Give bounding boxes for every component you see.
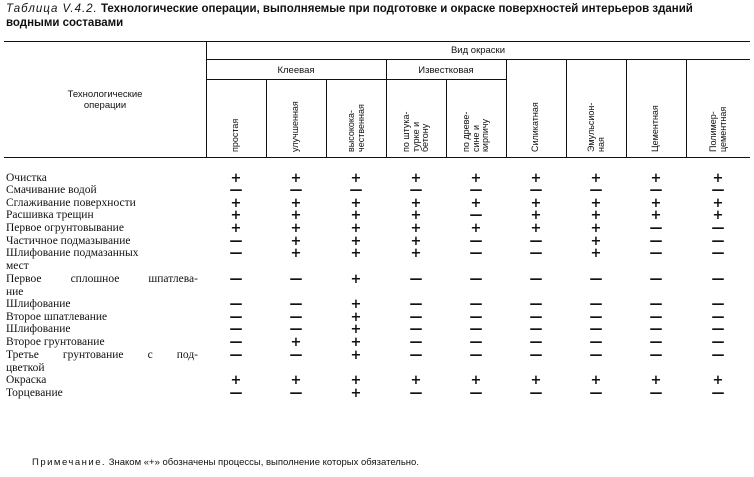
- plus-mark: +: [590, 196, 602, 211]
- plus-mark: +: [230, 171, 242, 186]
- plus-mark: +: [350, 171, 362, 186]
- row-label: Торцевание: [6, 387, 63, 399]
- dash-mark: —: [649, 386, 663, 401]
- plus-mark: +: [590, 234, 602, 249]
- paint-type-rule: [206, 59, 750, 60]
- dash-mark: —: [409, 348, 423, 363]
- plus-mark: +: [530, 171, 542, 186]
- dash-mark: —: [289, 272, 303, 287]
- plus-mark: +: [290, 373, 302, 388]
- column-header-line: по древе-: [460, 111, 471, 152]
- plus-mark: +: [290, 196, 302, 211]
- plus-mark: +: [410, 171, 422, 186]
- row-label: Первое огрунтовывание: [6, 222, 124, 234]
- dash-mark: —: [649, 310, 663, 325]
- dash-mark: —: [529, 322, 543, 337]
- dash-mark: —: [589, 322, 603, 337]
- plus-mark: +: [410, 373, 422, 388]
- plus-mark: +: [350, 348, 362, 363]
- column-header: [462, 112, 491, 152]
- dash-mark: —: [229, 335, 243, 350]
- dash-mark: —: [529, 297, 543, 312]
- header-lime: Известковая: [418, 65, 474, 76]
- dash-mark: —: [529, 246, 543, 261]
- plus-mark: +: [590, 373, 602, 388]
- dash-mark: —: [409, 322, 423, 337]
- dash-mark: —: [409, 386, 423, 401]
- dash-mark: —: [649, 335, 663, 350]
- plus-mark: +: [350, 297, 362, 312]
- plus-mark: +: [650, 208, 662, 223]
- row-label: Первое сплошное шпатлева-: [6, 273, 198, 285]
- dash-mark: —: [289, 348, 303, 363]
- dash-mark: —: [529, 348, 543, 363]
- dash-mark: —: [529, 272, 543, 287]
- plus-mark: +: [650, 171, 662, 186]
- col-divider: [326, 79, 327, 157]
- plus-mark: +: [290, 171, 302, 186]
- dash-mark: —: [711, 272, 725, 287]
- row-label: Смачивание водой: [6, 184, 97, 196]
- dash-mark: —: [469, 335, 483, 350]
- dash-mark: —: [529, 183, 543, 198]
- plus-mark: +: [410, 221, 422, 236]
- column-header-line: кирпичу: [479, 118, 490, 152]
- plus-mark: +: [350, 386, 362, 401]
- dash-mark: —: [289, 297, 303, 312]
- dash-mark: —: [589, 183, 603, 198]
- dash-mark: —: [409, 183, 423, 198]
- plus-mark: +: [290, 234, 302, 249]
- plus-mark: +: [410, 208, 422, 223]
- dash-mark: —: [589, 386, 603, 401]
- dash-mark: —: [469, 272, 483, 287]
- column-header: [651, 105, 661, 152]
- column-header-line: ная: [595, 137, 605, 152]
- row-label: цветкой: [6, 361, 45, 374]
- dash-mark: —: [409, 335, 423, 350]
- dash-mark: —: [649, 322, 663, 337]
- plus-mark: +: [230, 373, 242, 388]
- dash-mark: —: [469, 310, 483, 325]
- column-header-line: турке и: [410, 121, 421, 152]
- note-text: Знаком «+» обозначены процессы, выполнение которых обязательно.: [108, 457, 419, 468]
- dash-mark: —: [409, 272, 423, 287]
- dash-mark: —: [229, 183, 243, 198]
- dash-mark: —: [229, 322, 243, 337]
- column-header-line: высокока-: [345, 109, 356, 152]
- row-label: мест: [6, 259, 29, 272]
- col-divider: [566, 59, 567, 157]
- plus-mark: +: [350, 373, 362, 388]
- column-header-line: Силикатная: [530, 102, 541, 152]
- column-header: [531, 102, 541, 152]
- column-header-line: Цементная: [650, 105, 661, 152]
- dash-mark: —: [589, 348, 603, 363]
- row-label: Шлифование: [6, 298, 71, 310]
- dash-mark: —: [649, 234, 663, 249]
- plus-mark: +: [230, 196, 242, 211]
- column-header-line: Полимер-: [707, 111, 718, 152]
- plus-mark: +: [290, 246, 302, 261]
- dash-mark: —: [711, 183, 725, 198]
- row-label: Второе шпатлевание: [6, 311, 108, 323]
- plus-mark: +: [530, 196, 542, 211]
- plus-mark: +: [712, 373, 724, 388]
- plus-mark: +: [530, 373, 542, 388]
- dash-mark: —: [649, 221, 663, 236]
- dash-mark: —: [229, 246, 243, 261]
- plus-mark: +: [590, 208, 602, 223]
- plus-mark: +: [410, 246, 422, 261]
- dash-mark: —: [711, 386, 725, 401]
- row-label: Окраска: [6, 374, 47, 386]
- dash-mark: —: [289, 386, 303, 401]
- row-label: Сглаживание поверхности: [6, 197, 136, 209]
- dash-mark: —: [711, 348, 725, 363]
- plus-mark: +: [410, 234, 422, 249]
- plus-mark: +: [350, 196, 362, 211]
- dash-mark: —: [529, 310, 543, 325]
- col-divider: [206, 41, 207, 157]
- plus-mark: +: [350, 221, 362, 236]
- dash-mark: —: [469, 246, 483, 261]
- caption-label: Таблица V.4.2.: [6, 3, 98, 15]
- column-header: [709, 107, 728, 152]
- plus-mark: +: [590, 221, 602, 236]
- dash-mark: —: [469, 183, 483, 198]
- table-note: [32, 457, 419, 468]
- row-label: Частичное подмазывание: [6, 235, 131, 247]
- dash-mark: —: [469, 208, 483, 223]
- row-label: Второе грунтование: [6, 336, 105, 348]
- column-header-line: простая: [230, 118, 241, 152]
- plus-mark: +: [350, 335, 362, 350]
- dash-mark: —: [589, 297, 603, 312]
- dash-mark: —: [229, 272, 243, 287]
- dash-mark: —: [589, 310, 603, 325]
- col-divider: [266, 79, 267, 157]
- col-divider: [626, 59, 627, 157]
- column-header-line: улучшенная: [290, 101, 301, 152]
- plus-mark: +: [350, 234, 362, 249]
- dash-mark: —: [711, 221, 725, 236]
- plus-mark: +: [350, 310, 362, 325]
- dash-mark: —: [711, 246, 725, 261]
- plus-mark: +: [350, 208, 362, 223]
- plus-mark: +: [530, 208, 542, 223]
- dash-mark: —: [229, 310, 243, 325]
- dash-mark: —: [229, 386, 243, 401]
- column-header-line: бетону: [419, 123, 430, 152]
- plus-mark: +: [590, 171, 602, 186]
- dash-mark: —: [589, 272, 603, 287]
- row-label: Очистка: [6, 172, 47, 184]
- column-header: [347, 104, 366, 152]
- row-label: Шлифование подмазанных: [6, 247, 139, 259]
- plus-mark: +: [590, 246, 602, 261]
- dash-mark: —: [289, 322, 303, 337]
- dash-mark: —: [469, 234, 483, 249]
- dash-mark: —: [469, 386, 483, 401]
- group-rule: [206, 79, 506, 80]
- plus-mark: +: [350, 246, 362, 261]
- header-operations: Технологические операции: [67, 89, 143, 111]
- column-header-line: сине и: [470, 124, 481, 152]
- header-bottom-rule: [4, 157, 750, 158]
- plus-mark: +: [470, 221, 482, 236]
- table-caption: [6, 2, 748, 30]
- dash-mark: —: [289, 310, 303, 325]
- dash-mark: —: [469, 297, 483, 312]
- plus-mark: +: [712, 196, 724, 211]
- plus-mark: +: [470, 196, 482, 211]
- dash-mark: —: [469, 348, 483, 363]
- dash-mark: —: [711, 310, 725, 325]
- row-label: Третье грунтование с под-: [6, 349, 198, 361]
- dash-mark: —: [409, 310, 423, 325]
- plus-mark: +: [410, 196, 422, 211]
- dash-mark: —: [649, 183, 663, 198]
- plus-mark: +: [350, 322, 362, 337]
- note-label: Примечание.: [32, 457, 107, 468]
- dash-mark: —: [649, 246, 663, 261]
- dash-mark: —: [229, 234, 243, 249]
- col-divider: [686, 59, 687, 157]
- plus-mark: +: [350, 272, 362, 287]
- dash-mark: —: [529, 234, 543, 249]
- plus-mark: +: [290, 208, 302, 223]
- plus-mark: +: [230, 221, 242, 236]
- dash-mark: —: [289, 183, 303, 198]
- dash-mark: —: [711, 234, 725, 249]
- column-header-line: чественная: [355, 104, 365, 152]
- row-label: Расшивка трещин: [6, 209, 94, 221]
- column-header-line: по штука-: [400, 111, 411, 152]
- header-paint-type: Вид окраски: [450, 45, 506, 56]
- column-header-line: цементная: [717, 106, 727, 152]
- plus-mark: +: [290, 221, 302, 236]
- header-glue: Клеевая: [277, 65, 315, 76]
- column-header: [587, 103, 606, 152]
- dash-mark: —: [649, 297, 663, 312]
- plus-mark: +: [530, 221, 542, 236]
- column-header: [231, 119, 241, 152]
- dash-mark: —: [529, 335, 543, 350]
- column-header-line: Эмульсион-: [585, 102, 596, 152]
- column-header: [291, 101, 301, 152]
- dash-mark: —: [229, 297, 243, 312]
- dash-mark: —: [349, 183, 363, 198]
- plus-mark: +: [650, 196, 662, 211]
- dash-mark: —: [409, 297, 423, 312]
- row-label: Шлифование: [6, 323, 71, 335]
- dash-mark: —: [711, 335, 725, 350]
- dash-mark: —: [711, 322, 725, 337]
- plus-mark: +: [230, 208, 242, 223]
- caption-text: Технологические операции, выполняемые при подготовке и окраске поверхностей интерьеров зданий водными составами: [6, 3, 693, 29]
- col-divider: [506, 59, 507, 157]
- dash-mark: —: [649, 272, 663, 287]
- col-divider: [446, 79, 447, 157]
- plus-mark: +: [290, 335, 302, 350]
- dash-mark: —: [529, 386, 543, 401]
- dash-mark: —: [711, 297, 725, 312]
- plus-mark: +: [712, 171, 724, 186]
- row-label: ние: [6, 285, 24, 298]
- column-header: [402, 112, 431, 152]
- plus-mark: +: [470, 171, 482, 186]
- table-top-rule: [4, 41, 750, 42]
- plus-mark: +: [712, 208, 724, 223]
- dash-mark: —: [589, 335, 603, 350]
- dash-mark: —: [229, 348, 243, 363]
- plus-mark: +: [650, 373, 662, 388]
- plus-mark: +: [470, 373, 482, 388]
- dash-mark: —: [649, 348, 663, 363]
- dash-mark: —: [469, 322, 483, 337]
